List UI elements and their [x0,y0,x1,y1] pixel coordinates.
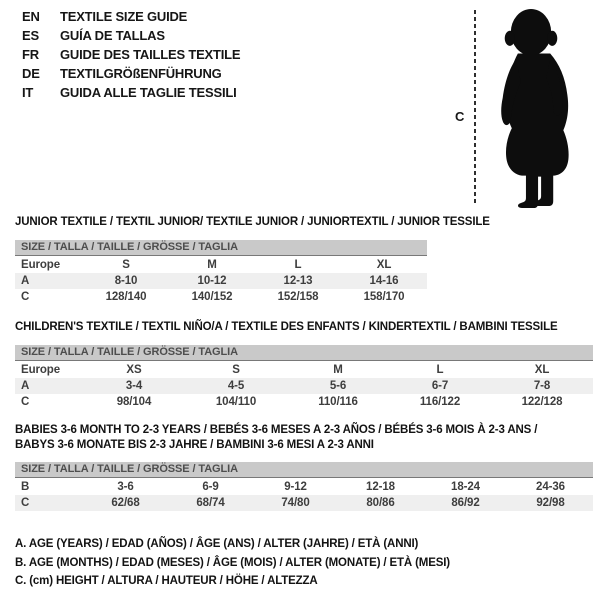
cell: 8-10 [114,275,138,287]
cell: 122/128 [521,396,563,408]
legend-line-c: C. (cm) HEIGHT / ALTURA / HAUTEUR / HÖHE / ALTEZZA [15,575,318,587]
junior-table [15,257,427,305]
cell: 10-12 [197,275,227,287]
cell: 116/122 [419,396,461,408]
cell: 3-6 [117,481,134,493]
lang-code: FR [22,47,39,62]
cell: 158/170 [363,291,405,303]
junior-size-header-bar: SIZE / TALLA / TAILLE / GRÖSSE / TAGLIA [15,240,427,256]
lang-row-en [22,7,240,26]
lang-row-es [22,26,240,45]
cell: 5-6 [329,380,347,392]
lang-label: TEXTILGRÖßENFÜHRUNG [60,66,222,81]
babies-title-line1: BABIES 3-6 MONTH TO 2-3 YEARS / BEBÉS 3-6 MESES A 2-3 AÑOS / BÉBÉS 3-6 MOIS À 2-3 ANS / [15,424,538,436]
cell: 18-24 [451,481,480,493]
cell: 104/110 [215,396,257,408]
table-row [15,273,427,289]
height-dashed-line [474,10,476,206]
babies-title-line2: BABYS 3-6 MONATE BIS 2-3 JAHRE / BAMBINI 3-6 MESI A 2-3 ANNI [15,439,374,451]
legend-line-a: A. AGE (YEARS) / EDAD (AÑOS) / ÂGE (ANS) / ALTER (JAHRE) / ETÀ (ANNI) [15,538,419,550]
cell: 86/92 [451,497,480,509]
measure-legend [15,535,450,591]
table-row [15,479,593,495]
cell: 152/158 [277,291,319,303]
lang-code: ES [22,28,39,43]
babies-size-header-bar: SIZE / TALLA / TAILLE / GRÖSSE / TAGLIA [15,462,593,478]
lang-row-de [22,64,240,83]
row-label: C [21,396,30,408]
lang-code: DE [22,66,40,81]
children-size-header-bar: SIZE / TALLA / TAILLE / GRÖSSE / TAGLIA [15,345,593,361]
lang-row-fr [22,45,240,64]
row-label: A [21,275,30,287]
cell: L [436,364,444,376]
table-row [15,289,427,305]
table-row [15,394,593,410]
cell: 6-9 [202,481,219,493]
table-row [15,362,593,378]
cell: 98/104 [116,396,152,408]
cell: S [122,259,130,271]
cell: 12-18 [366,481,395,493]
table-row [15,495,593,511]
lang-row-it [22,83,240,102]
row-label: Europe [21,364,61,376]
babies-table [15,479,593,511]
cell: S [232,364,240,376]
row-label: C [21,497,30,509]
cell: 4-5 [227,380,245,392]
row-label: A [21,380,30,392]
cell: 110/116 [318,396,358,408]
cell: 140/152 [191,291,233,303]
cell: 74/80 [281,497,310,509]
row-label: Europe [21,259,61,271]
row-label: B [21,481,30,493]
cell: 6-7 [431,380,449,392]
cell: 68/74 [196,497,225,509]
cell: 92/98 [536,497,565,509]
lang-label: GUÍA DE TALLAS [60,28,165,43]
cell: M [333,364,343,376]
cell: XL [376,259,392,271]
cell: M [207,259,217,271]
legend-line-b: B. AGE (MONTHS) / EDAD (MESES) / ÂGE (MOIS) / ALTER (MONATE) / ETÀ (MESI) [15,556,450,569]
children-table-title: CHILDREN'S TEXTILE / TEXTIL NIÑO/A / TEXTILE DES ENFANTS / KINDERTEXTIL / BAMBINI TESSILE [15,321,558,333]
cell: 62/68 [111,497,140,509]
lang-code: EN [22,9,40,24]
table-row [15,378,593,394]
lang-code: IT [22,85,34,100]
cell: 14-16 [369,275,399,287]
cell: 12-13 [283,275,313,287]
cell: L [294,259,302,271]
cell: XL [534,364,550,376]
babies-table-title [15,423,537,453]
lang-label: GUIDA ALLE TAGLIE TESSILI [60,85,237,100]
cell: 3-4 [125,380,143,392]
row-label: C [21,291,30,303]
language-title-list [22,7,240,102]
table-row [15,257,427,273]
baby-silhouette-icon [485,7,577,209]
junior-table-title: JUNIOR TEXTILE / TEXTIL JUNIOR/ TEXTILE JUNIOR / JUNIORTEXTIL / JUNIOR TESSILE [15,216,490,228]
lang-label: GUIDE DES TAILLES TEXTILE [60,47,241,62]
cell: 128/140 [105,291,147,303]
cell: 80/86 [366,497,395,509]
children-table [15,362,593,410]
height-measure-label: C [455,109,465,124]
cell: 24-36 [536,481,565,493]
cell: 9-12 [284,481,307,493]
cell: 7-8 [533,380,551,392]
cell: XS [126,364,142,376]
lang-label: TEXTILE SIZE GUIDE [60,9,188,24]
